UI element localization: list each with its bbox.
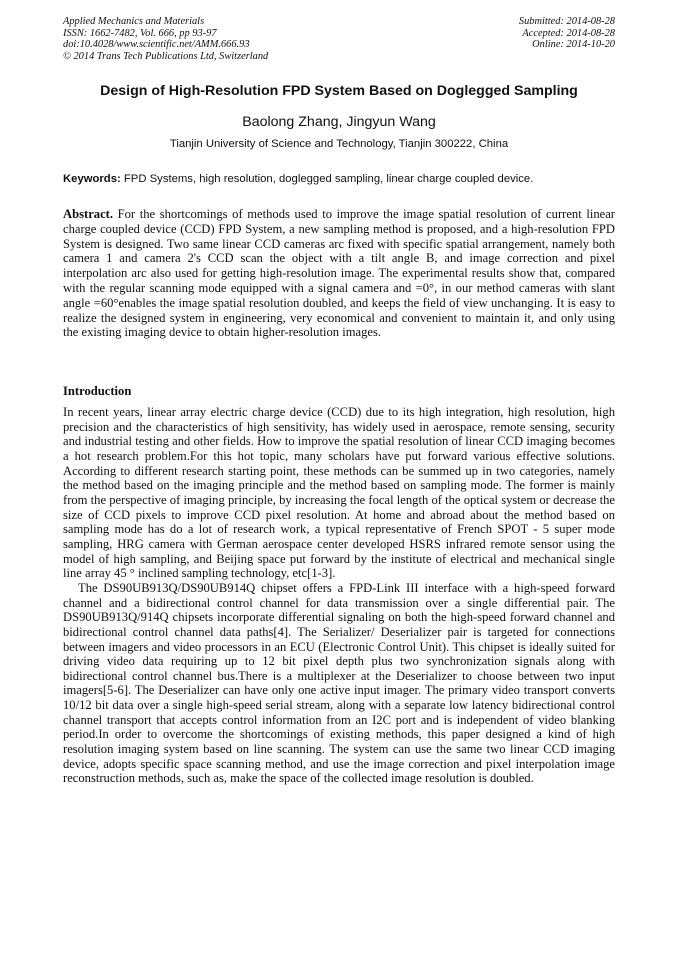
accepted-date: Accepted: 2014-08-28 (522, 27, 615, 39)
journal-issn: ISSN: 1662-7482, Vol. 666, pp 93-97 (63, 27, 217, 39)
paper-title: Design of High-Resolution FPD System Based on Doglegged Sampling (100, 83, 578, 99)
journal-name: Applied Mechanics and Materials (63, 16, 205, 27)
paper-authors: Baolong Zhang, Jingyun Wang (242, 114, 436, 130)
section-heading-introduction: Introduction (63, 384, 132, 398)
journal-copyright: © 2014 Trans Tech Publications Ltd, Switzerland (63, 51, 269, 63)
paper-affiliation: Tianjin University of Science and Technology, Tianjin 300222, China (169, 138, 509, 150)
abstract-label: Abstract. (63, 207, 114, 221)
keywords (63, 172, 623, 187)
submission-dates (395, 16, 615, 51)
keywords-label: Keywords: (63, 173, 121, 185)
keywords-text: FPD Systems, high resolution, doglegged sampling, linear charge coupled device. (120, 173, 534, 185)
journal-doi: doi:10.4028/www.scientific.net/AMM.666.93 (63, 39, 250, 51)
online-date: Online: 2014-10-20 (532, 39, 615, 51)
abstract-text: For the shortcomings of methods used to improve the image spatial resolution of current linear charge coupled device (CCD) FPD System, a new sampling method is proposed, and a high-resolution FPD System is designed. Two same linear CCD cameras arc fixed with specific spatial arrangement, namely both camera 1 and camera 2's CCD scan the object with a tilt angle B, and image correction and pixel interpolation arc also used for getting high-resolution image. The experimental results show that, compared with the regular scanning mode equipped with a signal camera and =0°, in our method cameras with slant angle =60°enables the image spatial resolution doubled, and keeps the field of view unchanging. It is easy to realize the designed system in engineering, very economical and convenient to maintain it, and only using the existing imaging device to obtain higher-resolution images. (63, 207, 615, 340)
paragraph: In recent years, linear array electric charge device (CCD) due to its high integration, high resolution, high precision and the characteristics of high sensitivity, has widely used in aerospace, remote sensing, security and industrial testing and other fields. How to improve the spatial resolution of linear CCD imaging becomes a hot research problem.For this hot topic, many scholars have put forward various effective solutions. According to different research starting point, these methods can be summed up in two categories, namely the method based on the imaging principle and the method based on sampling mode. The former is mainly from the perspective of imaging principle, by increasing the focal length of the optical system or decrease the size of CCD pixels to improve CCD pixel resolution. At home and abroad about the method based on sampling mode has do a lot of research work, a typical representative of French SPOT - 5 super mode sampling, HRG camera with German aerospace center developed HSRS infrared remote sensor using the model of high sampling, and Beijing space put forward by the institute of electrical and mechanical single line array 45 ° inclined sampling technology, etc[1-3]. (63, 405, 615, 581)
introduction-body (63, 405, 615, 786)
abstract (63, 207, 615, 340)
submitted-date: Submitted: 2014-08-28 (518, 16, 615, 27)
journal-info (63, 16, 393, 63)
paragraph: The DS90UB913Q/DS90UB914Q chipset offers a FPD-Link III interface with a high-speed forward channel and a bidirectional control channel for data transmission over a single differential pair. The DS90UB913Q/914Q chipsets incorporate differential signaling on both the high-speed forward channel and bidirectional control channel data paths[4]. The Serializer/ Deserializer pair is targeted for connections between imagers and video processors in an ECU (Electronic Control Unit). This chipset is ideally suited for driving video data requiring up to 12 bit pixel depth plus two synchronization signals along with bidirectional control channel bus.There is a multiplexer at the Deserializer to choose between two input imagers[5-6]. The Deserializer can have only one active input imager. The primary video transport converts 10/12 bit data over a single high-speed serial stream, along with a separate low latency bidirectional control channel transport that accepts control information from an I2C port and is independent of video blanking period.In order to overcome the shortcomings of existing methods, this paper designed a kind of high resolution imaging system based on line scanning. The system can use the same two linear CCD imaging device, adopts specific space scanning method, and use the image correction and pixel interpolation image reconstruction methods, such as, make the space of the collected image resolution is doubled. (63, 580, 615, 786)
